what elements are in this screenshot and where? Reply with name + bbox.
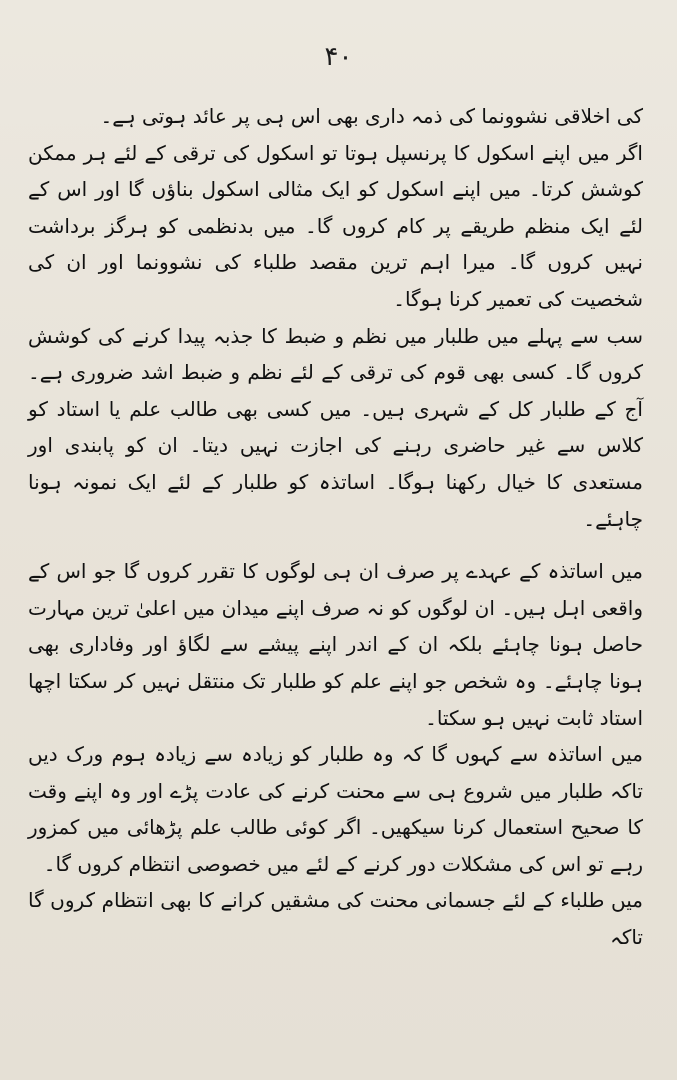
paragraph-gap bbox=[28, 537, 643, 553]
paragraph-principal-plans: اگر میں اپنے اسکول کا پرنسپل ہوتا تو اسکول کی ترقی کے لئے ہر ممکن کوشش کرتا۔ میں اپنے اسکول کو ایک مثالی اسکول بناؤں گا اور اس کے لئے ایک منظم طریقے پر کام کروں گا۔ میں بدنظمی کو ہرگز برداشت نہیں کروں گا۔ میرا اہم ترین مقصد طلباء کی نشوونما اور ان کی شخصیت کی تعمیر کرنا ہوگا۔ bbox=[28, 140, 643, 311]
paragraph-moral-development: کی اخلاقی نشوونما کی ذمہ داری بھی اس ہی پر عائد ہوتی ہے۔ bbox=[100, 104, 643, 128]
paragraph-physical-exercise: میں طلباء کے لئے جسمانی محنت کی مشقیں کرانے کا بھی انتظام کروں گا تاکہ bbox=[28, 888, 643, 950]
urdu-text-body bbox=[28, 98, 643, 956]
paragraph-discipline: سب سے پہلے میں طلبار میں نظم و ضبط کا جذبہ پیدا کرنے کی کوشش کروں گا۔ کسی بھی قوم کی ترقی کے لئے نظم و ضبط اشد ضروری ہے۔ آج کے طلبار کل کے شہری ہیں۔ میں کسی بھی طالب علم یا استاد کو کلاس سے غیر حاضری رہنے کی اجازت نہیں دیتا۔ ان کو پابندی اور مستعدی کا خیال رکھنا ہوگا۔ اساتذہ کو طلبار کے لئے ایک نمونہ ہونا چاہئے۔ bbox=[28, 323, 643, 531]
paragraph-teacher-appointment: میں اساتذہ کے عہدے پر صرف ان ہی لوگوں کا تقرر کروں گا جو اس کے واقعی اہل ہیں۔ ان لوگوں کو نہ صرف اپنے میدان میں اعلیٰ ترین مہارت حاصل ہونا چاہئے بلکہ ان کے اندر اپنے پیشے سے لگاؤ اور وفاداری بھی ہونا چاہئے۔ وہ شخص جو اپنے علم کو طلبار تک منتقل نہیں کر سکتا اچھا استاد ثابت نہیں ہو سکتا۔ bbox=[28, 559, 643, 730]
page-number: ۴۰ bbox=[324, 42, 353, 72]
paragraph-homework: میں اساتذہ سے کہوں گا کہ وہ طلبار کو زیادہ سے زیادہ ہوم ورک دیں تاکہ طلبار میں شروع ہی سے محنت کرنے کی عادت پڑے اور وہ اپنے وقت کا صحیح استعمال کرنا سیکھیں۔ اگر کوئی طالب علم پڑھائی میں کمزور رہے تو اس کی مشکلات دور کرنے کے لئے میں خصوصی انتظام کروں گا۔ bbox=[28, 742, 643, 876]
